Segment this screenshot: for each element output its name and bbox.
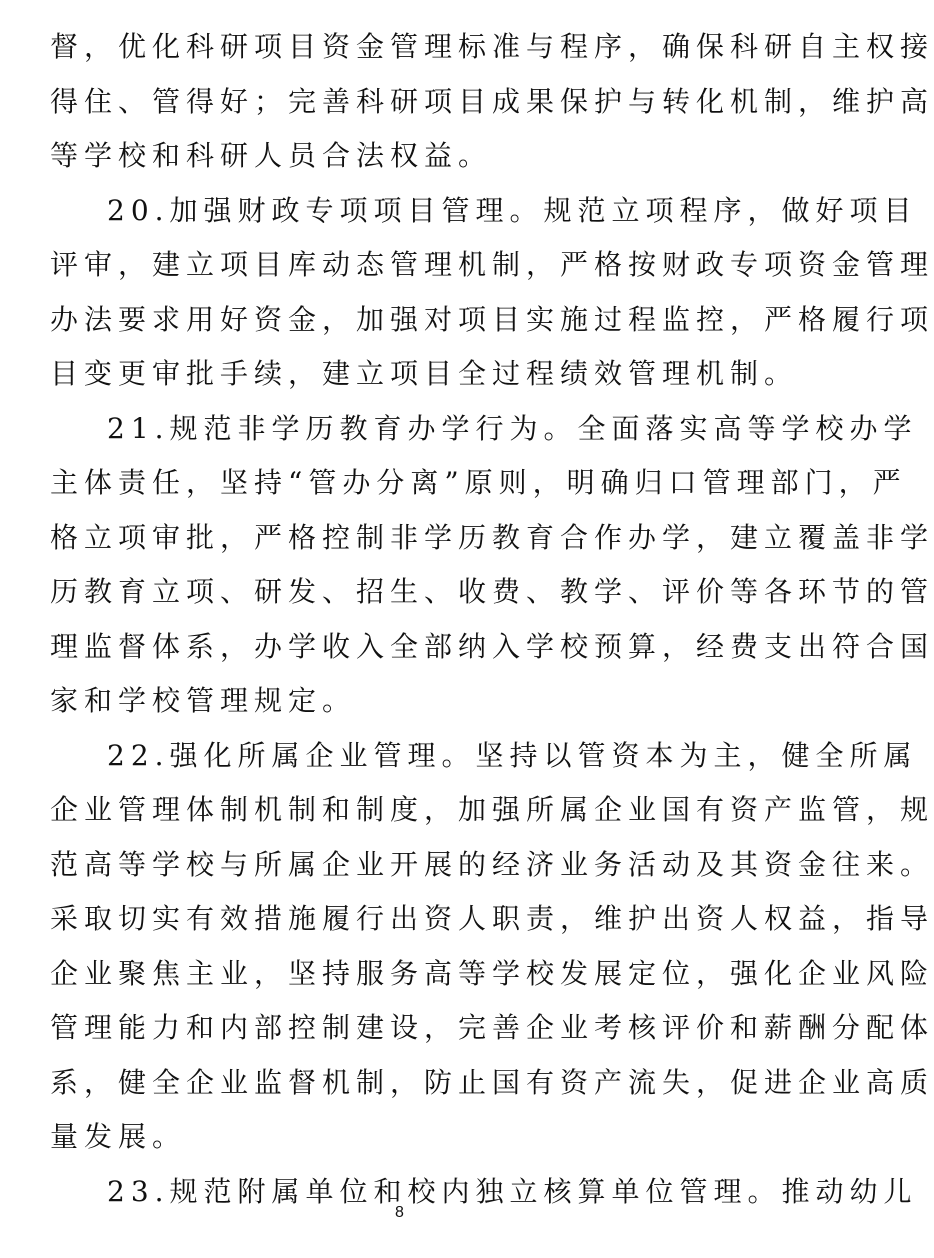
text-line: 企业聚焦主业，坚持服务高等学校发展定位，强化企业风险 <box>50 956 934 990</box>
text-line: 采取切实有效措施履行出资人职责，维护出资人权益，指导 <box>50 902 934 935</box>
text-line: 办法要求用好资金，加强对项目实施过程监控，严格履行项 <box>50 302 934 336</box>
text-line: 等学校和科研人员合法权益。 <box>50 139 493 172</box>
text-line: 历教育立项、研发、招生、收费、教学、评价等各环节的管 <box>50 575 934 608</box>
text-line: 评审，建立项目库动态管理机制，严格按财政专项资金管理 <box>50 248 934 281</box>
text-line: 范高等学校与所属企业开展的经济业务活动及其资金往来。 <box>50 847 934 881</box>
text-line: 得住、管得好；完善科研项目成果保护与转化机制，维护高 <box>50 84 934 118</box>
text-line: 系，健全企业监督机制，防止国有资产流失，促进企业高质 <box>50 1065 934 1099</box>
text-line: 量发展。 <box>50 1120 187 1153</box>
text-line: 格立项审批，严格控制非学历教育合作办学，建立覆盖非学 <box>50 520 934 554</box>
page-number: 8 <box>395 1204 404 1221</box>
text-line: 督，优化科研项目资金管理标准与程序，确保科研自主权接 <box>50 30 934 63</box>
text-line: 管理能力和内部控制建设，完善企业考核评价和薪酬分配体 <box>50 1011 934 1044</box>
text-line: 理监督体系，办学收入全部纳入学校预算，经费支出符合国 <box>50 629 934 663</box>
text-line: 家和学校管理规定。 <box>50 684 357 717</box>
section-23-heading-line: 23.规范附属单位和校内独立核算单位管理。推动幼儿 <box>107 1174 918 1208</box>
section-21-heading-line: 21.规范非学历教育办学行为。全面落实高等学校办学 <box>107 411 918 445</box>
section-20-heading-line: 20.加强财政专项项目管理。规范立项程序，做好项目 <box>107 193 918 227</box>
text-line: 主体责任，坚持“管办分离”原则，明确归口管理部门，严 <box>50 466 907 499</box>
text-line: 目变更审批手续，建立项目全过程绩效管理机制。 <box>50 357 799 390</box>
document-body <box>50 20 934 1219</box>
text-line: 企业管理体制机制和制度，加强所属企业国有资产监管，规 <box>50 793 934 826</box>
section-22-heading-line: 22.强化所属企业管理。坚持以管资本为主，健全所属 <box>107 738 918 772</box>
